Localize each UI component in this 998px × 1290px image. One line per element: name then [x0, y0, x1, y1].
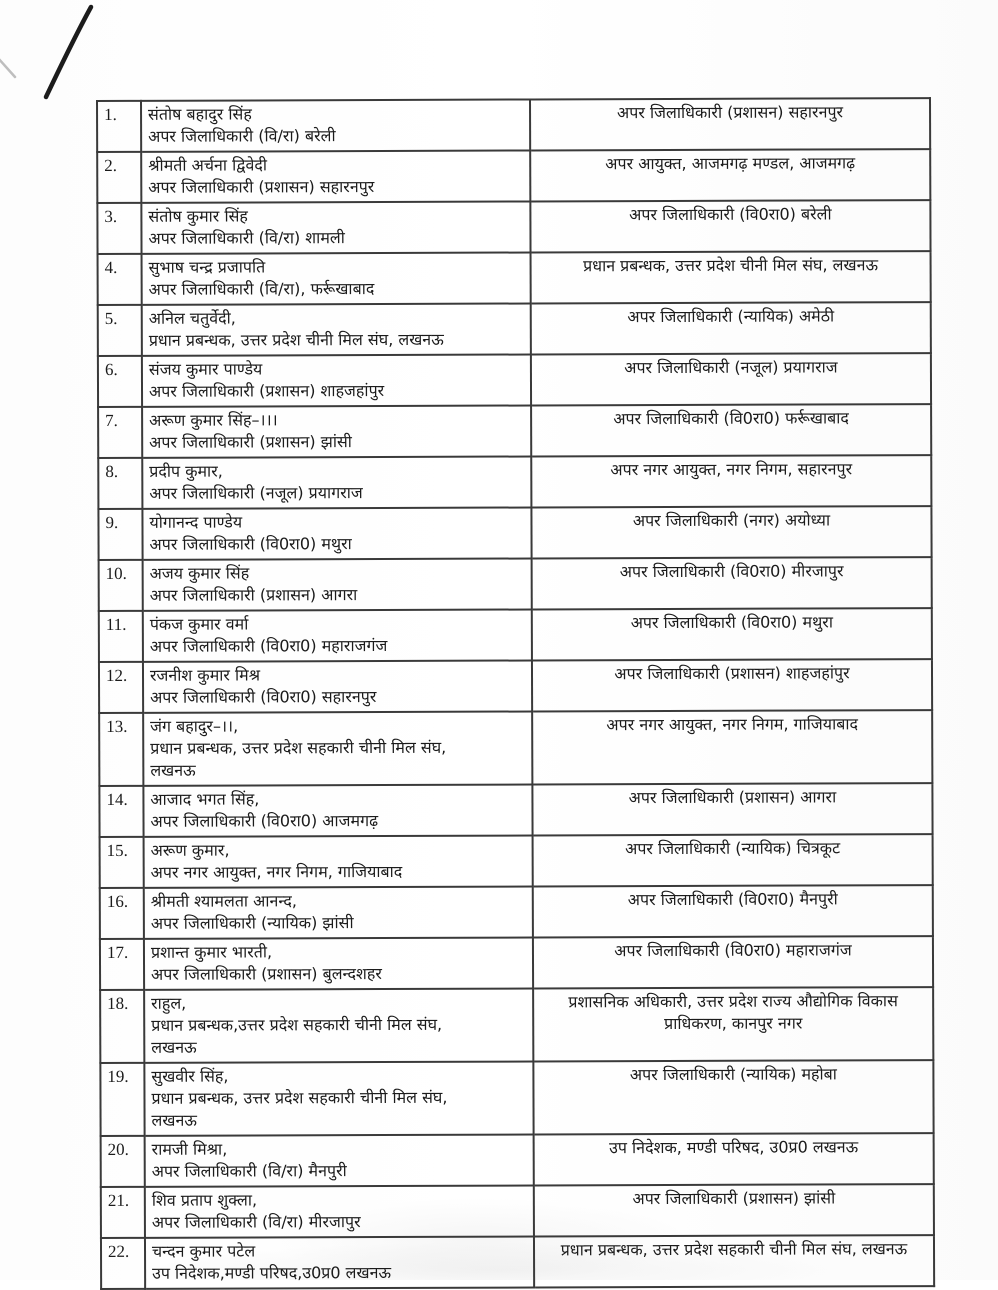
- serial-number-cell: 15.: [100, 837, 144, 888]
- table-row: [100, 987, 933, 1063]
- table-row: [99, 608, 932, 662]
- officer-line: अपर जिलाधिकारी (प्रशासन) सहारनपुर: [148, 177, 375, 197]
- officer-line: अनिल चतुर्वेदी,: [148, 308, 236, 328]
- table-row: [101, 1133, 934, 1187]
- officer-line: प्रधान प्रबन्धक, उत्तर प्रदेश सहकारी चीनी मिल संघ,: [151, 1087, 448, 1108]
- new-posting-cell: अपर नगर आयुक्त, नगर निगम, गाजियाबाद: [532, 710, 932, 784]
- officer-line: अपर जिलाधिकारी (प्रशासन) बुलन्दशहर: [150, 964, 382, 984]
- officer-line: अपर जिलाधिकारी (वि/रा) मीरजापुर: [151, 1212, 361, 1232]
- officer-line: सुभाष चन्द्र प्रजापति: [148, 257, 266, 277]
- officer-line: अपर जिलाधिकारी (वि0रा0) मथुरा: [149, 534, 352, 554]
- new-posting-cell: प्रधान प्रबन्धक, उत्तर प्रदेश चीनी मिल संघ, लखनऊ: [531, 251, 931, 303]
- officer-line: अपर जिलाधिकारी (वि/रा), फर्रूखाबाद: [148, 279, 375, 299]
- table-row: [99, 783, 932, 837]
- table-row: [97, 200, 930, 254]
- officer-current-post-cell: [144, 886, 533, 938]
- table-row: [100, 1060, 933, 1136]
- officer-line: अरूण कुमार सिंह–।।।: [149, 410, 278, 430]
- table-row: [99, 659, 932, 713]
- new-posting-cell: अपर जिलाधिकारी (न्यायिक) चित्रकूट: [533, 834, 933, 886]
- officer-line: अजय कुमार सिंह: [149, 563, 250, 583]
- officer-line: लखनऊ: [150, 760, 196, 780]
- new-posting-cell: उप निदेशक, मण्डी परिषद, उ0प्र0 लखनऊ: [534, 1133, 934, 1185]
- table-row: [98, 353, 931, 407]
- new-posting-cell: अपर जिलाधिकारी (प्रशासन) आगरा: [532, 783, 932, 835]
- officer-line: योगानन्द पाण्डेय: [149, 512, 243, 532]
- officer-line: आजाद भगत सिंह,: [150, 789, 260, 809]
- officer-line: प्रशान्त कुमार भारती,: [150, 942, 273, 962]
- table-row: [101, 1235, 934, 1289]
- serial-number-cell: 20.: [101, 1136, 145, 1187]
- officer-current-post-cell: [142, 252, 531, 304]
- officer-current-post-cell: [142, 507, 531, 559]
- new-posting-cell: अपर जिलाधिकारी (प्रशासन) शाहजहांपुर: [532, 659, 932, 711]
- officer-line: जंग बहादुर–।।,: [150, 716, 239, 736]
- serial-number-cell: 16.: [100, 888, 144, 939]
- officer-current-post-cell: [143, 784, 532, 836]
- new-posting-cell: अपर जिलाधिकारी (वि0रा0) बरेली: [530, 200, 930, 252]
- table-row: [98, 506, 931, 560]
- officer-current-post-cell: [142, 303, 531, 355]
- serial-number-cell: 11.: [99, 611, 143, 662]
- new-posting-cell: प्रशासनिक अधिकारी, उत्तर प्रदेश राज्य औद्योगिक विकास प्राधिकरण, कानपुर नगर: [533, 987, 933, 1061]
- serial-number-cell: 12.: [99, 662, 143, 713]
- table-row: [99, 557, 932, 611]
- officer-line: सुखवीर सिंह,: [151, 1066, 229, 1086]
- officer-current-post-cell: [141, 201, 530, 253]
- new-posting-cell: अपर जिलाधिकारी (प्रशासन) झांसी: [534, 1184, 934, 1236]
- serial-number-cell: 1.: [97, 101, 141, 152]
- new-posting-cell: अपर जिलाधिकारी (वि0रा0) फर्रूखाबाद: [531, 404, 931, 456]
- new-posting-cell: अपर जिलाधिकारी (प्रशासन) सहारनपुर: [530, 98, 930, 150]
- table-row: [98, 455, 931, 509]
- officer-line: अरूण कुमार,: [150, 840, 230, 860]
- officer-line: संतोष बहादुर सिंह: [147, 104, 252, 124]
- table-row: [98, 251, 931, 305]
- officer-line: अपर जिलाधिकारी (प्रशासन) शाहजहांपुर: [148, 380, 385, 401]
- officer-line: श्रीमती अर्चना द्विवेदी: [148, 155, 267, 175]
- serial-number-cell: 3.: [97, 203, 141, 254]
- officer-current-post-cell: [143, 609, 532, 661]
- serial-number-cell: 7.: [98, 407, 142, 458]
- officer-line: लखनऊ: [151, 1110, 197, 1130]
- officer-line: अपर नगर आयुक्त, नगर निगम, गाजियाबाद: [150, 861, 403, 882]
- officer-line: अपर जिलाधिकारी (वि/रा) बरेली: [148, 126, 336, 146]
- officer-line: अपर जिलाधिकारी (वि0रा0) सहारनपुर: [150, 687, 377, 707]
- table-row: [99, 710, 932, 786]
- officer-current-post-cell: [142, 405, 531, 457]
- serial-number-cell: 9.: [98, 509, 142, 560]
- new-posting-cell: अपर जिलाधिकारी (वि0रा0) मीरजापुर: [532, 557, 932, 609]
- new-posting-cell: अपर जिलाधिकारी (नजूल) प्रयागराज: [531, 353, 931, 405]
- officer-line: रामजी मिश्रा,: [151, 1139, 228, 1159]
- new-posting-cell: अपर आयुक्त, आजमगढ़ मण्डल, आजमगढ़: [530, 149, 930, 201]
- officer-current-post-cell: [142, 456, 531, 508]
- officer-current-post-cell: [143, 558, 532, 610]
- officer-line: प्रधान प्रबन्धक, उत्तर प्रदेश सहकारी चीनी मिल संघ,: [150, 737, 447, 758]
- officer-line: उप निदेशक,मण्डी परिषद,उ0प्र0 लखनऊ: [152, 1262, 392, 1283]
- officer-line: श्रीमती श्यामलता आनन्द,: [150, 891, 297, 911]
- new-posting-cell: अपर जिलाधिकारी (वि0रा0) महाराजगंज: [533, 936, 933, 988]
- new-posting-cell: अपर जिलाधिकारी (न्यायिक) अमेठी: [531, 302, 931, 354]
- officer-line: राहुल,: [151, 993, 187, 1013]
- officer-line: अपर जिलाधिकारी (प्रशासन) झांसी: [149, 432, 352, 452]
- serial-number-cell: 2.: [97, 152, 141, 203]
- officer-current-post-cell: [141, 150, 530, 202]
- transfer-table: [96, 97, 935, 1290]
- table-row: [100, 936, 933, 990]
- officer-line: प्रधान प्रबन्धक, उत्तर प्रदेश चीनी मिल संघ, लखनऊ: [148, 329, 444, 350]
- serial-number-cell: 8.: [98, 458, 142, 509]
- serial-number-cell: 6.: [98, 356, 142, 407]
- officer-line: अपर जिलाधिकारी (वि0रा0) आजमगढ़: [150, 811, 379, 831]
- officer-current-post-cell: [143, 711, 532, 785]
- serial-number-cell: 13.: [99, 713, 143, 786]
- serial-number-cell: 4.: [98, 254, 142, 305]
- officer-current-post-cell: [145, 1236, 534, 1288]
- officer-line: अपर जिलाधिकारी (न्यायिक) झांसी: [150, 913, 354, 933]
- serial-number-cell: 14.: [99, 786, 143, 837]
- officer-line: पंकज कुमार वर्मा: [149, 614, 249, 634]
- table-row: [97, 98, 930, 152]
- officer-line: प्रधान प्रबन्धक,उत्तर प्रदेश सहकारी चीनी मिल संघ,: [151, 1014, 443, 1035]
- officer-current-post-cell: [143, 660, 532, 712]
- officer-line: अपर जिलाधिकारी (प्रशासन) आगरा: [149, 585, 358, 605]
- transfer-table-body: [97, 98, 934, 1289]
- officer-line: अपर जिलाधिकारी (नजूल) प्रयागराज: [149, 483, 363, 503]
- officer-line: शिव प्रताप शुक्ला,: [151, 1190, 258, 1210]
- officer-line: रजनीश कुमार मिश्र: [149, 665, 261, 685]
- officer-line: चन्दन कुमार पटेल: [151, 1241, 256, 1261]
- serial-number-cell: 19.: [100, 1063, 144, 1136]
- officer-current-post-cell: [145, 1134, 534, 1186]
- serial-number-cell: 17.: [100, 939, 144, 990]
- new-posting-cell: प्रधान प्रबन्धक, उत्तर प्रदेश सहकारी चीनी मिल संघ, लखनऊ: [534, 1235, 934, 1287]
- new-posting-cell: अपर जिलाधिकारी (वि0रा0) मैनपुरी: [533, 885, 933, 937]
- table-row: [98, 302, 931, 356]
- officer-line: संतोष कुमार सिंह: [148, 206, 248, 226]
- officer-line: अपर जिलाधिकारी (वि/रा) मैनपुरी: [151, 1161, 347, 1181]
- officer-current-post-cell: [141, 99, 530, 151]
- officer-line: अपर जिलाधिकारी (वि/रा) शामली: [148, 228, 345, 248]
- table-row: [98, 404, 931, 458]
- serial-number-cell: 5.: [98, 305, 142, 356]
- officer-current-post-cell: [142, 354, 531, 406]
- officer-line: प्रदीप कुमार,: [149, 461, 223, 481]
- serial-number-cell: 18.: [100, 990, 144, 1063]
- officer-line: लखनऊ: [151, 1037, 197, 1057]
- table-row: [100, 885, 933, 939]
- new-posting-cell: अपर नगर आयुक्त, नगर निगम, सहारनपुर: [531, 455, 931, 507]
- officer-current-post-cell: [144, 835, 533, 887]
- new-posting-cell: अपर जिलाधिकारी (न्यायिक) महोबा: [533, 1060, 933, 1134]
- table-row: [97, 149, 930, 203]
- officer-current-post-cell: [144, 1061, 533, 1135]
- new-posting-cell: अपर जिलाधिकारी (वि0रा0) मथुरा: [532, 608, 932, 660]
- officer-current-post-cell: [144, 988, 533, 1062]
- officer-current-post-cell: [145, 1185, 534, 1237]
- transfer-table-container: [96, 97, 935, 1290]
- new-posting-cell: अपर जिलाधिकारी (नगर) अयोध्या: [531, 506, 931, 558]
- serial-number-cell: 21.: [101, 1187, 145, 1238]
- serial-number-cell: 22.: [101, 1238, 145, 1289]
- table-row: [100, 834, 933, 888]
- officer-current-post-cell: [144, 937, 533, 989]
- serial-number-cell: 10.: [99, 560, 143, 611]
- officer-line: अपर जिलाधिकारी (वि0रा0) महाराजगंज: [149, 635, 388, 656]
- officer-line: संजय कुमार पाण्डेय: [148, 359, 263, 379]
- table-row: [101, 1184, 934, 1238]
